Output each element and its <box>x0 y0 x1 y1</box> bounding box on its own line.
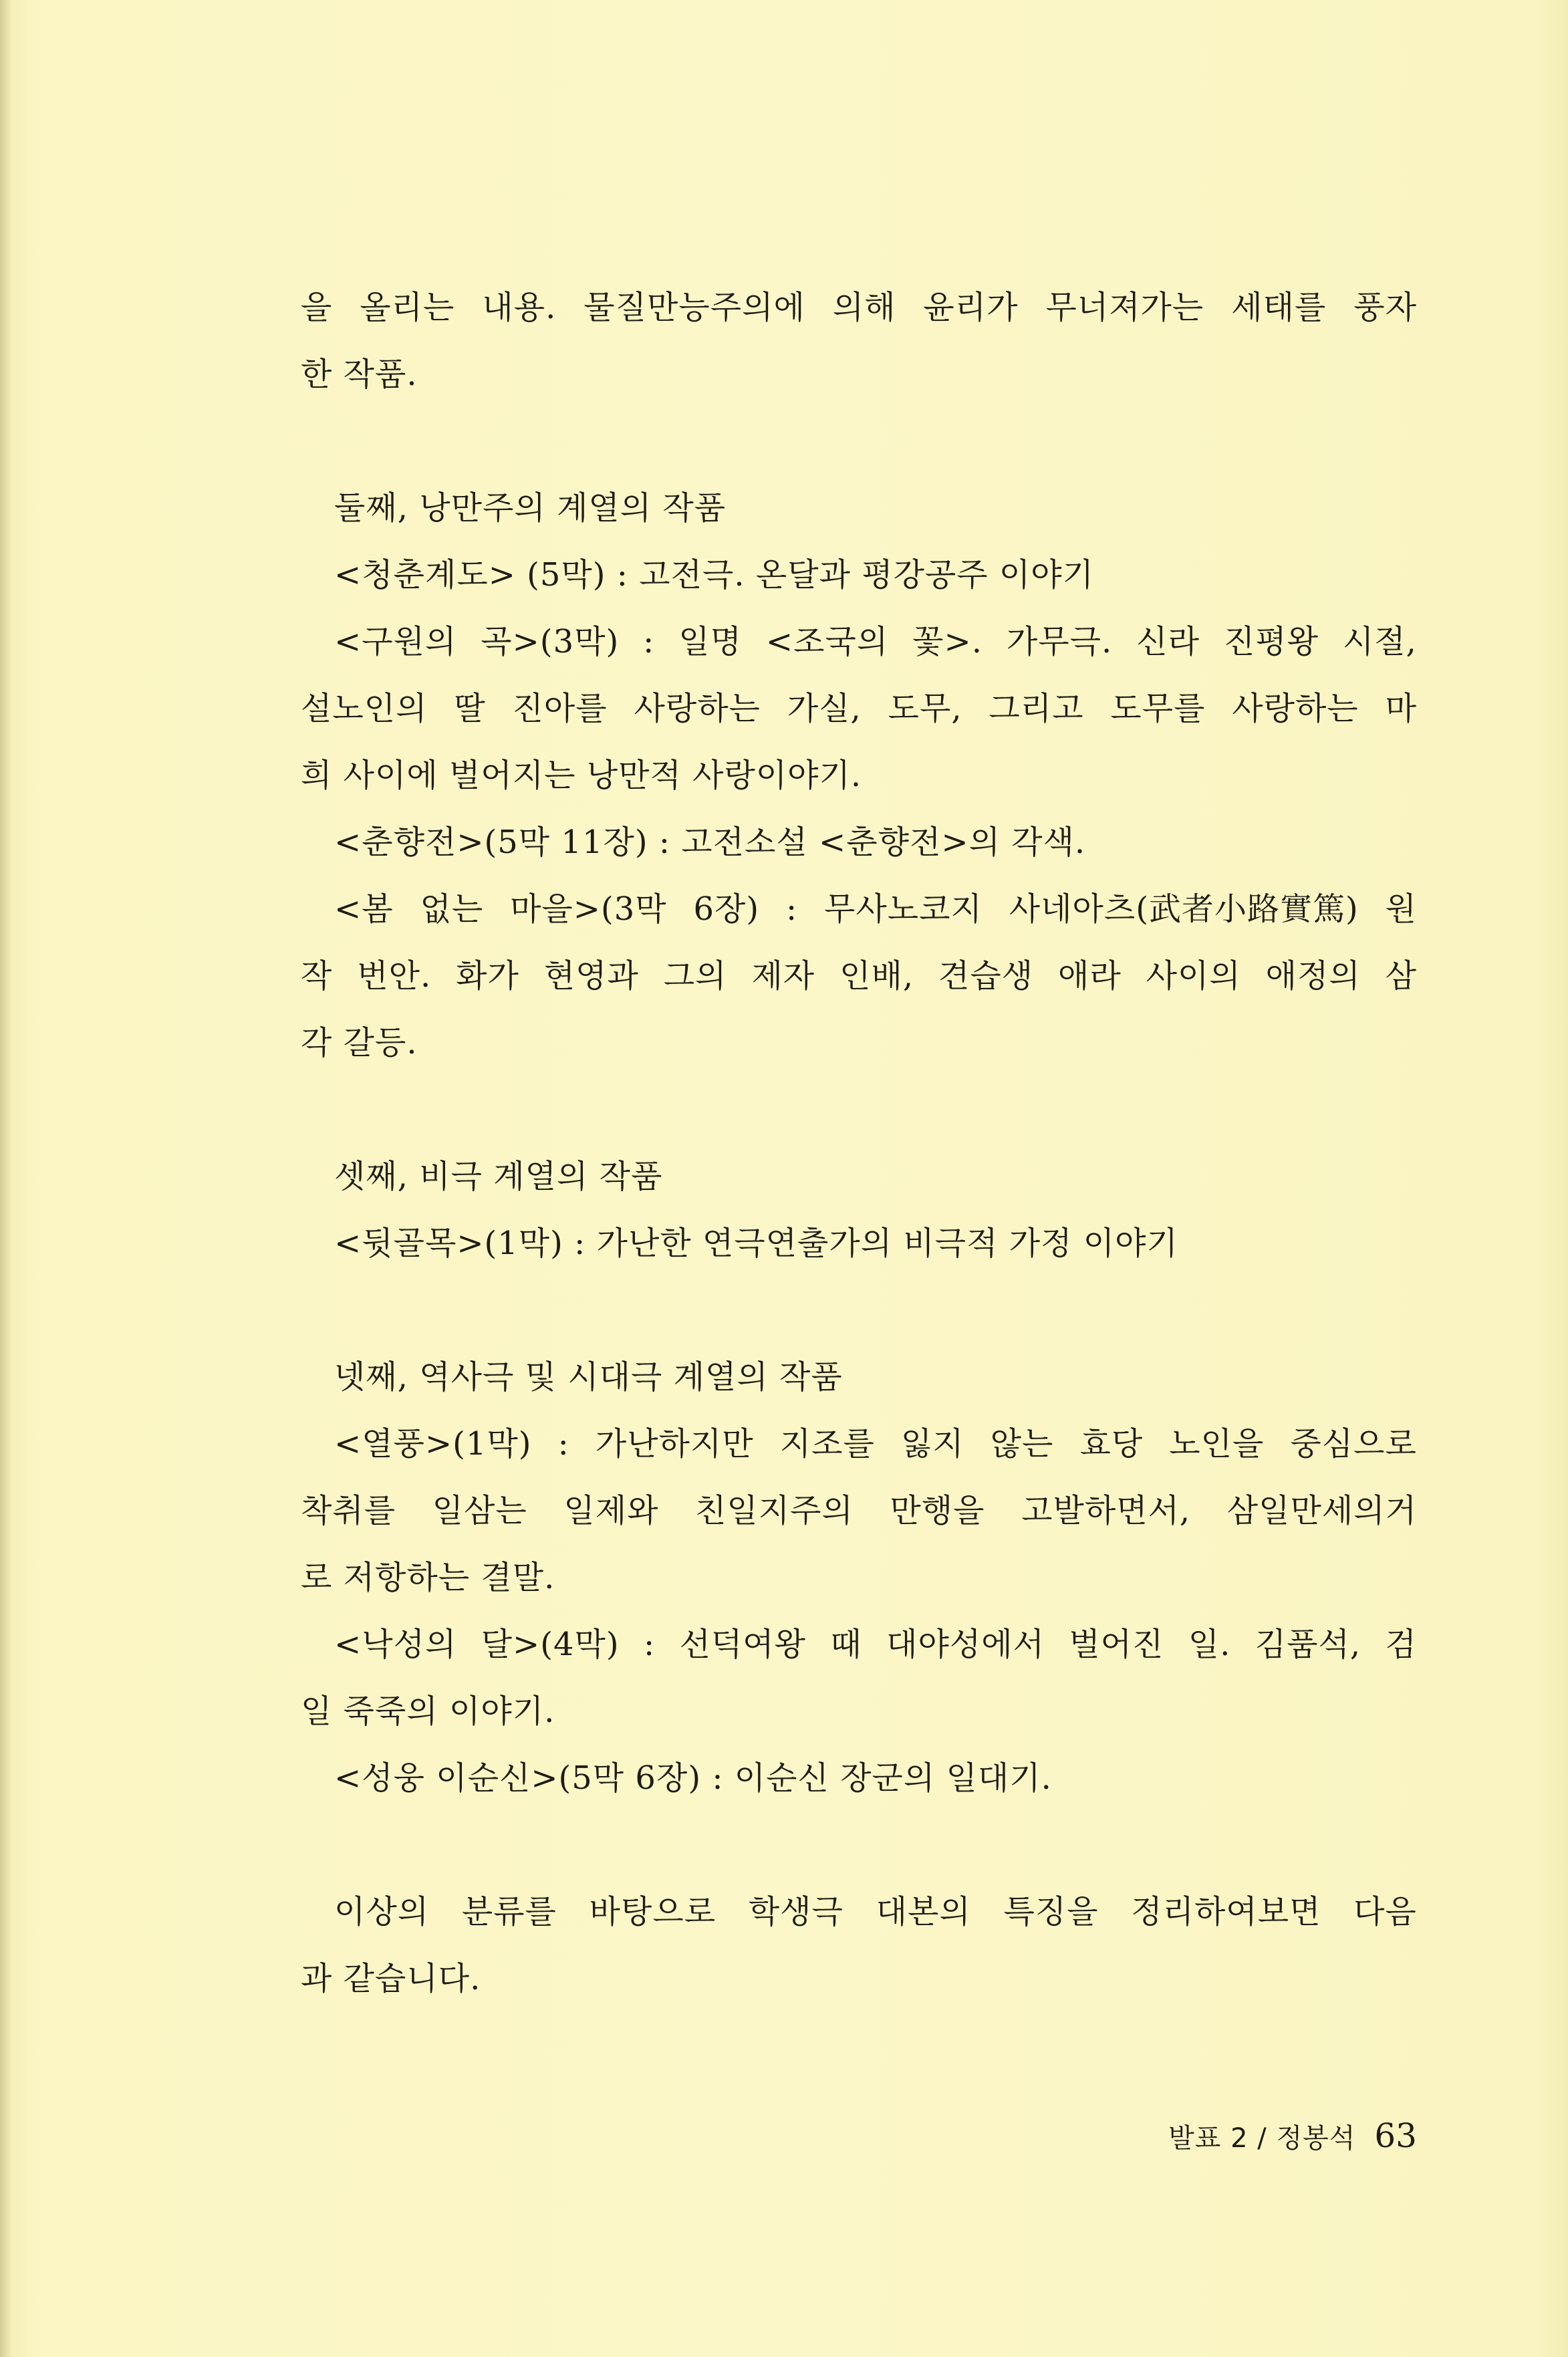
text-line: 작 번안. 화가 현영과 그의 제자 인배, 견습생 애라 사이의 애정의 삼 <box>301 957 1417 995</box>
text-line: 을 올리는 내용. 물질만능주의에 의해 윤리가 무너져가는 세태를 풍자 <box>301 289 1417 326</box>
text-line: <춘향전>(5막 11장) : 고전소설 <춘향전>의 각색. <box>334 824 1086 861</box>
text-line: 한 작품. <box>301 356 418 393</box>
page-number: 63 <box>1374 2116 1417 2155</box>
text-line: 과 같습니다. <box>301 1960 481 1997</box>
text-line: <열풍>(1막) : 가난하지만 지조를 잃지 않는 효당 노인을 중심으로 <box>334 1425 1417 1463</box>
running-footer-label: 발표 2 / 정봉석 <box>1168 2123 1356 2154</box>
section-heading: 둘째, 낭만주의 계열의 작품 <box>334 489 727 527</box>
paragraph-gap <box>301 1277 1417 1344</box>
text-line: <구원의 곡>(3막) : 일명 <조국의 꽃>. 가무극. 신라 진평왕 시절, <box>334 623 1417 660</box>
text-line: <뒷골목>(1막) : 가난한 연극연출가의 비극적 가정 이야기 <box>334 1225 1178 1262</box>
body-text <box>301 274 1417 2012</box>
page-footer <box>1123 2116 1417 2163</box>
section-heading: 셋째, 비극 계열의 작품 <box>334 1158 663 1195</box>
text-line: <봄 없는 마을>(3막 6장) : 무사노코지 사네아츠(武者小路實篤) 원 <box>334 890 1417 928</box>
text-line: 희 사이에 벌어지는 낭만적 사랑이야기. <box>301 757 862 794</box>
text-line: 각 갈등. <box>301 1024 418 1062</box>
binding-shadow <box>0 0 12 2357</box>
paragraph-gap <box>301 1812 1417 1878</box>
text-line: 이상의 분류를 바탕으로 학생극 대본의 특징을 정리하여보면 다음 <box>334 1893 1417 1931</box>
paragraph-gap <box>301 1076 1417 1143</box>
paragraph-gap <box>301 408 1417 475</box>
section-heading: 넷째, 역사극 및 시대극 계열의 작품 <box>334 1358 843 1396</box>
text-line: <청춘계도> (5막) : 고전극. 온달과 평강공주 이야기 <box>334 556 1095 594</box>
text-line: <낙성의 달>(4막) : 선덕여왕 때 대야성에서 벌어진 일. 김품석, 검 <box>334 1626 1417 1663</box>
text-line: 일 죽죽의 이야기. <box>301 1693 555 1730</box>
text-line: 로 저항하는 결말. <box>301 1559 555 1596</box>
text-line: <성웅 이순신>(5막 6장) : 이순신 장군의 일대기. <box>334 1759 1052 1797</box>
text-line: 착취를 일삼는 일제와 친일지주의 만행을 고발하면서, 삼일만세의거 <box>301 1492 1417 1529</box>
text-line: 설노인의 딸 진아를 사랑하는 가실, 도무, 그리고 도무를 사랑하는 마 <box>301 690 1417 727</box>
